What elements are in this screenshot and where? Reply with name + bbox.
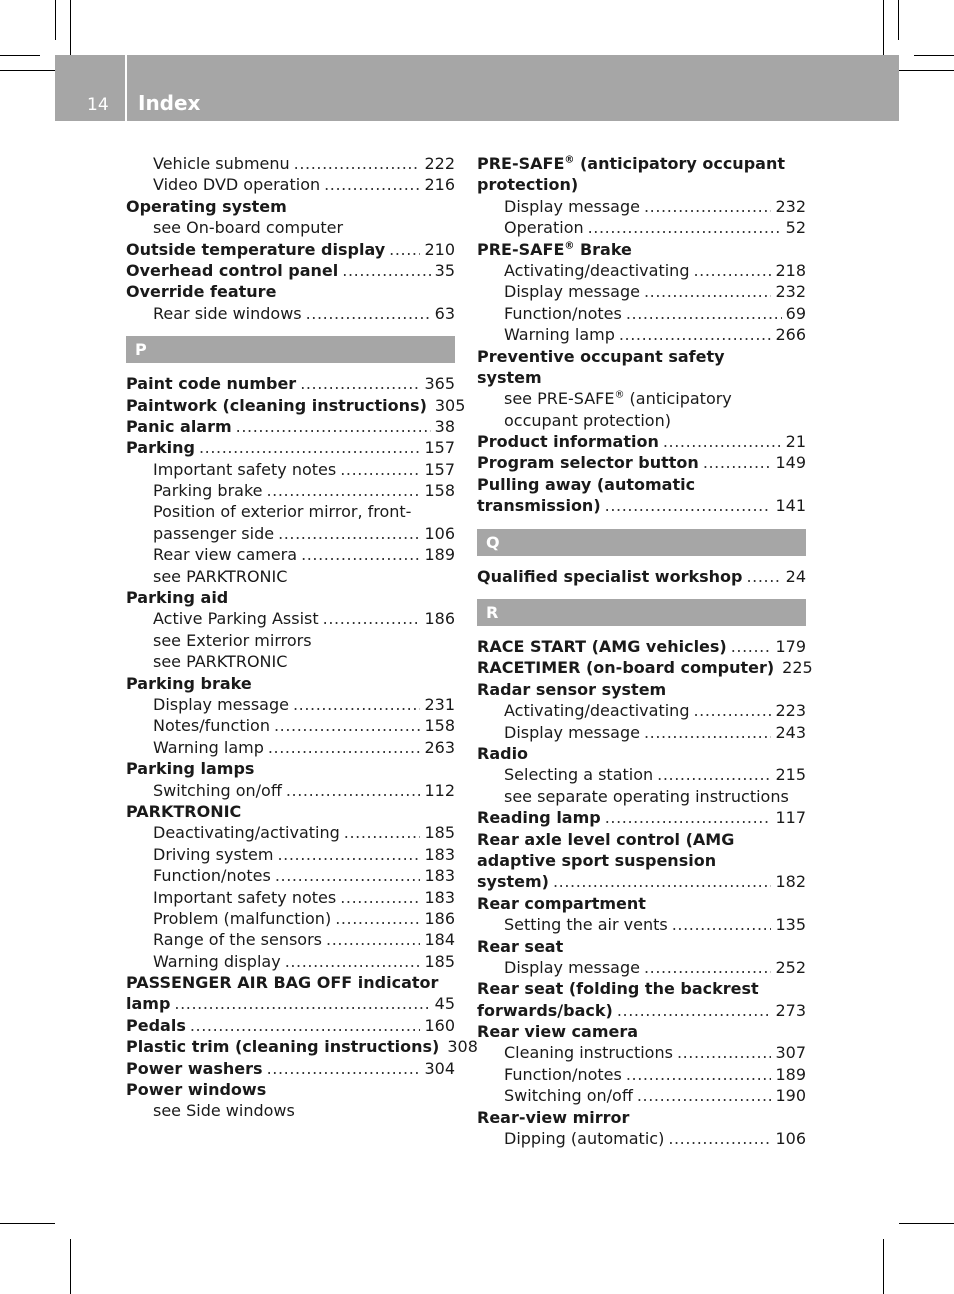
- entry-page-number: 307: [775, 1043, 806, 1063]
- leader-dots: [693, 700, 771, 721]
- entry-page-number: 231: [424, 694, 455, 714]
- index-entry: [477, 807, 806, 828]
- entry-label: Rear side windows: [153, 303, 302, 323]
- entry-label: forwards/back): [477, 1000, 613, 1020]
- entry-label: see PARKTRONIC: [153, 652, 288, 672]
- entry-page-number: 365: [424, 374, 455, 394]
- index-subentry: [126, 865, 455, 886]
- index-subentry: [126, 630, 455, 651]
- entry-page-number: 273: [775, 1000, 806, 1020]
- entry-page-number: 305: [434, 395, 466, 415]
- index-subentry: [477, 957, 806, 978]
- entry-label: Rear compartment: [477, 893, 646, 913]
- index-entry: [126, 239, 455, 260]
- index-entry: [477, 1107, 806, 1128]
- index-subentry: [477, 722, 806, 743]
- leader-dots: [174, 993, 430, 1014]
- index-entry: [126, 260, 455, 281]
- leader-dots: [644, 722, 771, 743]
- leader-dots: [324, 174, 420, 195]
- entry-label: Override feature: [126, 282, 277, 302]
- entry-page-number: 35: [434, 260, 455, 280]
- entry-label: Rear-view mirror: [477, 1107, 630, 1127]
- entry-label: Rear axle level control (AMG: [477, 829, 735, 849]
- entry-label: Rear view camera: [477, 1022, 639, 1042]
- entry-page-number: 189: [775, 1064, 806, 1084]
- entry-label: Position of exterior mirror, front-: [153, 502, 412, 522]
- leader-dots: [637, 1085, 772, 1106]
- index-entry: [126, 972, 455, 993]
- index-subentry: [477, 260, 806, 281]
- index-subentry: [126, 951, 455, 972]
- entry-label: Problem (malfunction): [153, 908, 332, 928]
- crop-mark: [899, 1223, 954, 1224]
- entry-label: Warning lamp: [504, 325, 615, 345]
- index-entry: [126, 758, 455, 779]
- leader-dots: [190, 1015, 421, 1036]
- leader-dots: [335, 908, 420, 929]
- entry-page-number: 182: [775, 872, 806, 892]
- entry-label: occupant protection): [504, 410, 671, 430]
- leader-dots: [703, 452, 772, 473]
- index-subentry: [126, 480, 455, 501]
- entry-label: Pedals: [126, 1015, 186, 1035]
- index-subentry: [126, 694, 455, 715]
- header-separator: [125, 55, 127, 121]
- entry-page-number: 252: [775, 957, 806, 977]
- entry-label: RACE START (AMG vehicles): [477, 637, 727, 657]
- entry-label: RACETIMER (on-board computer): [477, 658, 775, 678]
- index-entry: [477, 679, 806, 700]
- index-entry: [126, 1015, 455, 1036]
- entry-label: protection): [477, 175, 579, 195]
- entry-label: Video DVD operation: [153, 175, 321, 195]
- index-subentry: [477, 303, 806, 324]
- index-entry: [126, 673, 455, 694]
- entry-label: Plastic trim (cleaning instructions): [126, 1037, 440, 1057]
- index-subentry: [126, 1100, 455, 1121]
- leader-dots: [342, 260, 430, 281]
- leader-dots: [293, 694, 420, 715]
- index-subentry: [126, 929, 455, 950]
- leader-dots: [277, 844, 420, 865]
- entry-label: Important safety notes: [153, 459, 337, 479]
- entry-page-number: 216: [424, 175, 455, 195]
- entry-label: Display message: [504, 282, 640, 302]
- index-subentry: [126, 501, 455, 522]
- entry-label: Pulling away (automatic: [477, 474, 696, 494]
- entry-label: Notes/function: [153, 716, 270, 736]
- entry-label: Rear seat (folding the backrest: [477, 979, 759, 999]
- entry-label: system): [477, 872, 549, 892]
- entry-page-number: 263: [424, 737, 455, 757]
- leader-dots: [605, 807, 772, 828]
- entry-label: Switching on/off: [504, 1086, 633, 1106]
- entry-label: see Exterior mirrors: [153, 630, 312, 650]
- crop-mark: [899, 70, 954, 71]
- entry-page-number: 243: [775, 722, 806, 742]
- index-entry: [126, 395, 466, 416]
- entry-page-number: 157: [424, 438, 455, 458]
- leader-dots: [301, 544, 420, 565]
- index-subentry: [477, 217, 806, 238]
- index-subentry: [126, 174, 455, 195]
- leader-dots: [617, 1000, 772, 1021]
- entry-label: Dipping (automatic): [504, 1129, 665, 1149]
- crop-mark: [0, 70, 55, 71]
- index-subentry: [477, 786, 806, 807]
- leader-dots: [677, 1042, 772, 1063]
- entry-label: PRE-SAFE® (anticipatory occupant: [477, 154, 785, 173]
- entry-label: Operating system: [126, 196, 287, 216]
- index-subentry: [477, 1042, 806, 1063]
- index-subentry: [126, 153, 455, 174]
- index-subentry: [477, 388, 806, 409]
- entry-page-number: 210: [424, 239, 455, 259]
- index-subentry: [477, 281, 806, 302]
- entry-page-number: 190: [775, 1086, 806, 1106]
- entry-page-number: 184: [424, 930, 455, 950]
- entry-page-number: 157: [424, 459, 455, 479]
- leader-dots: [274, 715, 420, 736]
- index-entry: [126, 373, 455, 394]
- crop-mark: [0, 55, 40, 56]
- section-letter-p: P: [126, 336, 455, 363]
- leader-dots: [644, 957, 771, 978]
- index-entry: [126, 1058, 455, 1079]
- entry-page-number: 158: [424, 716, 455, 736]
- header-band: [55, 55, 899, 121]
- index-entry: [477, 893, 806, 914]
- entry-page-number: 232: [775, 282, 806, 302]
- leader-dots: [326, 929, 420, 950]
- entry-label: Qualified specialist workshop: [477, 566, 743, 586]
- entry-label: Outside temperature display: [126, 239, 386, 259]
- leader-dots: [672, 914, 772, 935]
- entry-page-number: 183: [424, 844, 455, 864]
- entry-label: transmission): [477, 496, 601, 516]
- index-subentry: [126, 780, 455, 801]
- entry-label: Rear view camera: [153, 545, 298, 565]
- entry-page-number: 222: [424, 154, 455, 173]
- section-letter-r: R: [477, 599, 806, 626]
- leader-dots: [340, 459, 420, 480]
- entry-label: see On-board computer: [153, 218, 344, 238]
- entry-label: Overhead control panel: [126, 260, 339, 280]
- index-entry: [126, 1079, 455, 1100]
- entry-label: Function/notes: [504, 1064, 622, 1084]
- index-subentry: [126, 217, 455, 238]
- entry-label: Parking lamps: [126, 759, 255, 779]
- entry-page-number: 158: [424, 481, 455, 501]
- leader-dots: [668, 1128, 771, 1149]
- index-entry: [477, 346, 806, 367]
- leader-dots: [619, 324, 772, 345]
- index-entry: [477, 657, 813, 678]
- entry-page-number: 232: [775, 196, 806, 216]
- entry-label: Program selector button: [477, 453, 699, 473]
- leader-dots: [663, 431, 782, 452]
- entry-label: passenger side: [153, 523, 275, 543]
- entry-label: Radio: [477, 743, 529, 763]
- leader-dots: [340, 887, 420, 908]
- entry-label: Important safety notes: [153, 887, 337, 907]
- index-subentry: [477, 700, 806, 721]
- entry-label: Switching on/off: [153, 780, 282, 800]
- leader-dots: [236, 416, 431, 437]
- index-entry: [477, 850, 806, 871]
- index-subentry: [126, 715, 455, 736]
- index-entry: [477, 367, 806, 388]
- index-entry: [477, 566, 806, 587]
- index-subentry: [126, 303, 455, 324]
- entry-page-number: 304: [424, 1058, 455, 1078]
- leader-dots: [389, 239, 420, 260]
- index-subentry: [126, 822, 455, 843]
- leader-dots: [266, 480, 420, 501]
- entry-page-number: 160: [424, 1015, 455, 1035]
- index-entry: [126, 587, 455, 608]
- leader-dots: [693, 260, 771, 281]
- index-entry: [477, 1021, 806, 1042]
- entry-page-number: 186: [424, 908, 455, 928]
- index-column-right: [477, 153, 813, 1149]
- leader-dots: [278, 523, 420, 544]
- entry-label: Vehicle submenu: [153, 154, 290, 173]
- entry-label: Display message: [504, 722, 640, 742]
- index-subentry: [126, 844, 455, 865]
- entry-page-number: 135: [775, 915, 806, 935]
- entry-label: Power washers: [126, 1058, 263, 1078]
- crop-mark: [883, 1239, 884, 1294]
- index-entry: [126, 437, 455, 458]
- leader-dots: [268, 737, 421, 758]
- index-subentry: [477, 764, 806, 785]
- leader-dots: [267, 1058, 421, 1079]
- index-subentry: [477, 196, 806, 217]
- entry-label: Product information: [477, 432, 659, 452]
- index-subentry: [126, 908, 455, 929]
- entry-label: Deactivating/activating: [153, 823, 340, 843]
- entry-label: Rear seat: [477, 936, 564, 956]
- crop-mark: [70, 1239, 71, 1294]
- index-subentry: [126, 608, 455, 629]
- index-entry: [477, 743, 806, 764]
- index-entry: [477, 431, 806, 452]
- page-title: Index: [138, 91, 201, 115]
- index-subentry: [126, 523, 455, 544]
- leader-dots: [626, 303, 782, 324]
- index-entry: [477, 474, 806, 495]
- entry-label: Display message: [504, 196, 640, 216]
- section-letter-q: Q: [477, 529, 806, 556]
- leader-dots: [746, 566, 781, 587]
- index-entry: [477, 936, 806, 957]
- index-subentry: [126, 737, 455, 758]
- entry-label: Warning display: [153, 951, 281, 971]
- entry-label: Panic alarm: [126, 416, 232, 436]
- index-entry: [477, 871, 806, 892]
- entry-label: see separate operating instructions: [504, 786, 789, 806]
- entry-label: Display message: [153, 694, 289, 714]
- leader-dots: [286, 780, 421, 801]
- entry-page-number: 106: [424, 523, 455, 543]
- entry-page-number: 52: [785, 218, 806, 238]
- crop-mark: [0, 1223, 55, 1224]
- index-entry: [126, 993, 455, 1014]
- leader-dots: [294, 153, 421, 174]
- leader-dots: [731, 636, 772, 657]
- crop-mark: [70, 0, 71, 55]
- index-entry: [477, 495, 806, 516]
- entry-label: Cleaning instructions: [504, 1043, 673, 1063]
- entry-label: Power windows: [126, 1080, 267, 1100]
- leader-dots: [657, 764, 771, 785]
- entry-page-number: 218: [775, 260, 806, 280]
- entry-page-number: 38: [434, 416, 455, 436]
- entry-label: Selecting a station: [504, 765, 654, 785]
- crop-mark: [883, 0, 884, 55]
- entry-label: PRE-SAFE® Brake: [477, 239, 632, 259]
- entry-page-number: 69: [785, 303, 806, 323]
- index-subentry: [126, 544, 455, 565]
- index-subentry: [126, 651, 455, 672]
- entry-label: lamp: [126, 994, 171, 1014]
- leader-dots: [306, 303, 431, 324]
- leader-dots: [199, 437, 421, 458]
- entry-label: Parking brake: [126, 673, 252, 693]
- page-number: 14: [87, 95, 109, 115]
- entry-page-number: 106: [775, 1129, 806, 1149]
- index-entry: [477, 153, 806, 174]
- entry-label: Radar sensor system: [477, 679, 667, 699]
- entry-label: see PARKTRONIC: [153, 566, 288, 586]
- entry-page-number: 112: [424, 780, 455, 800]
- entry-page-number: 225: [782, 658, 813, 678]
- crop-mark: [914, 55, 954, 56]
- entry-label: Parking aid: [126, 588, 229, 608]
- entry-page-number: 183: [424, 866, 455, 886]
- entry-label: system: [477, 367, 542, 387]
- entry-label: Preventive occupant safety: [477, 346, 725, 366]
- entry-label: adaptive sport suspension: [477, 850, 717, 870]
- entry-label: Display message: [504, 957, 640, 977]
- leader-dots: [275, 865, 421, 886]
- entry-page-number: 24: [785, 566, 806, 586]
- leader-dots: [605, 495, 772, 516]
- entry-label: PASSENGER AIR BAG OFF indicator: [126, 973, 439, 993]
- leader-dots: [644, 196, 771, 217]
- index-entry: [477, 174, 806, 195]
- entry-page-number: 21: [785, 432, 806, 452]
- entry-page-number: 186: [424, 609, 455, 629]
- index-entry: [126, 196, 455, 217]
- entry-label: Active Parking Assist: [153, 609, 319, 629]
- entry-label: see PRE-SAFE® (anticipatory: [504, 389, 732, 409]
- leader-dots: [626, 1064, 772, 1085]
- entry-label: PARKTRONIC: [126, 801, 242, 821]
- entry-label: Range of the sensors: [153, 930, 323, 950]
- entry-page-number: 185: [424, 823, 455, 843]
- leader-dots: [344, 822, 421, 843]
- entry-page-number: 189: [424, 545, 455, 565]
- crop-mark: [898, 0, 899, 40]
- index-column-left: [126, 153, 478, 1122]
- entry-page-number: 266: [775, 325, 806, 345]
- index-subentry: [477, 914, 806, 935]
- entry-label: Operation: [504, 218, 584, 238]
- index-subentry: [477, 324, 806, 345]
- entry-page-number: 183: [424, 887, 455, 907]
- index-subentry: [126, 566, 455, 587]
- leader-dots: [588, 217, 782, 238]
- entry-label: Warning lamp: [153, 737, 264, 757]
- index-subentry: [126, 459, 455, 480]
- entry-label: Paintwork (cleaning instructions): [126, 395, 427, 415]
- index-subentry: [477, 1128, 806, 1149]
- entry-page-number: 141: [775, 496, 806, 516]
- leader-dots: [553, 871, 771, 892]
- crop-mark: [55, 0, 56, 40]
- index-entry: [477, 452, 806, 473]
- index-entry: [126, 416, 455, 437]
- entry-label: Paint code number: [126, 374, 297, 394]
- index-entry: [477, 978, 806, 999]
- entry-page-number: 117: [775, 808, 806, 828]
- entry-page-number: 63: [434, 303, 455, 323]
- index-entry: [126, 1036, 478, 1057]
- entry-page-number: 45: [434, 994, 455, 1014]
- leader-dots: [323, 608, 421, 629]
- index-subentry: [477, 1064, 806, 1085]
- entry-page-number: 223: [775, 701, 806, 721]
- entry-label: Setting the air vents: [504, 915, 668, 935]
- entry-label: Reading lamp: [477, 808, 601, 828]
- entry-page-number: 308: [447, 1037, 478, 1057]
- entry-label: Parking brake: [153, 481, 263, 501]
- entry-label: Activating/deactivating: [504, 260, 690, 280]
- entry-page-number: 179: [775, 637, 806, 657]
- leader-dots: [300, 373, 420, 394]
- leader-dots: [285, 951, 421, 972]
- index-entry: [477, 239, 806, 260]
- entry-page-number: 149: [775, 453, 806, 473]
- entry-page-number: 215: [775, 765, 806, 785]
- index-subentry: [477, 410, 806, 431]
- leader-dots: [644, 281, 771, 302]
- entry-label: Parking: [126, 438, 195, 458]
- index-subentry: [477, 1085, 806, 1106]
- index-subentry: [126, 887, 455, 908]
- index-entry: [477, 829, 806, 850]
- index-entry: [477, 636, 806, 657]
- index-entry: [477, 1000, 806, 1021]
- entry-label: Function/notes: [153, 866, 271, 886]
- entry-label: Driving system: [153, 844, 274, 864]
- entry-label: Function/notes: [504, 303, 622, 323]
- entry-label: see Side windows: [153, 1101, 295, 1121]
- entry-page-number: 185: [424, 951, 455, 971]
- index-entry: [126, 281, 455, 302]
- entry-label: Activating/deactivating: [504, 701, 690, 721]
- index-entry: [126, 801, 455, 822]
